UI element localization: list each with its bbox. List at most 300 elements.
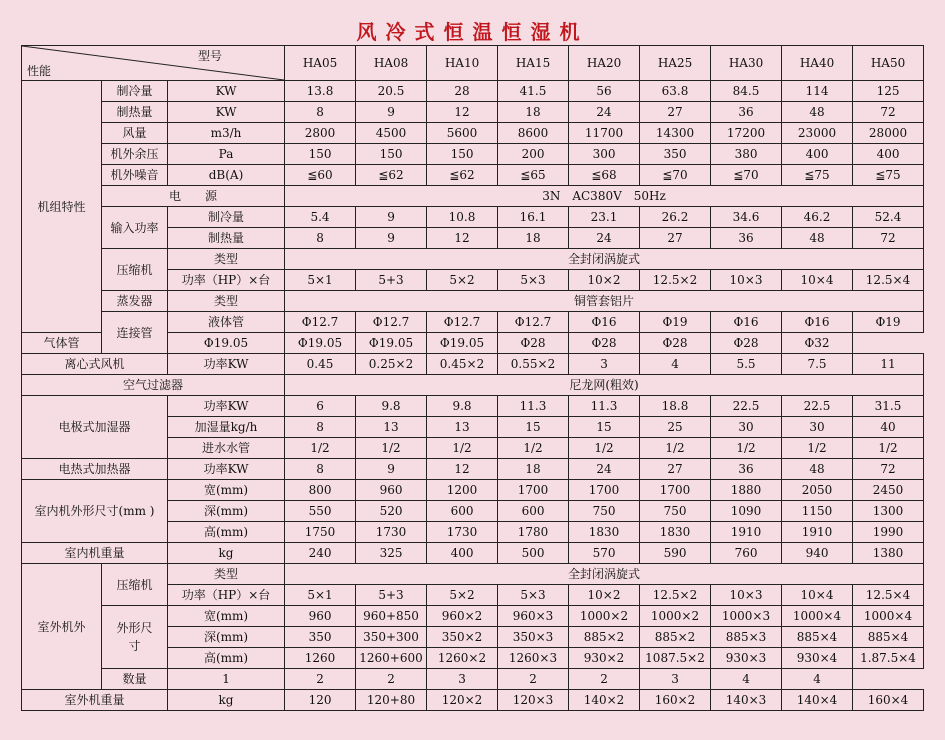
value-cell: 16.1 xyxy=(498,207,569,228)
value-cell: 5+3 xyxy=(356,270,427,291)
group-filter: 空气过滤器 xyxy=(22,375,285,396)
value-cell: 1910 xyxy=(782,522,853,543)
value-cell: 2 xyxy=(498,669,569,690)
value-cell: 1910 xyxy=(711,522,782,543)
value-cell: 1/2 xyxy=(711,438,782,459)
value-cell: Φ12.7 xyxy=(427,312,498,333)
row-label: 加湿量kg/h xyxy=(168,417,285,438)
row-label: kg xyxy=(168,690,285,711)
table-row xyxy=(22,354,924,375)
value-cell: 9 xyxy=(356,228,427,249)
value-cell: 9.8 xyxy=(427,396,498,417)
value-cell: 48 xyxy=(782,459,853,480)
model-header: HA10 xyxy=(427,46,498,81)
value-cell: 1/2 xyxy=(356,438,427,459)
value-cell: 52.4 xyxy=(853,207,924,228)
value-cell: 30 xyxy=(711,417,782,438)
value-cell: Φ19.05 xyxy=(168,333,285,354)
value-cell: 10×2 xyxy=(569,585,640,606)
value-cell: 1750 xyxy=(285,522,356,543)
value-cell: 380 xyxy=(711,144,782,165)
value-cell: 1380 xyxy=(853,543,924,564)
value-cell: 28000 xyxy=(853,123,924,144)
spanned-value-cell: 全封闭涡旋式 xyxy=(285,249,924,270)
value-cell: 11.3 xyxy=(498,396,569,417)
value-cell: 1880 xyxy=(711,480,782,501)
model-label: 型号 xyxy=(198,49,223,63)
value-cell: 48 xyxy=(782,228,853,249)
subgroup-label: 连接管 xyxy=(102,312,168,354)
value-cell: 8 xyxy=(285,102,356,123)
value-cell: 120+80 xyxy=(356,690,427,711)
value-cell: 5×1 xyxy=(285,270,356,291)
value-cell: 1700 xyxy=(640,480,711,501)
value-cell: 2 xyxy=(356,669,427,690)
value-cell: 885×2 xyxy=(640,627,711,648)
value-cell: Φ28 xyxy=(640,333,711,354)
value-cell: 18 xyxy=(498,228,569,249)
table-row xyxy=(22,249,924,270)
value-cell: 600 xyxy=(427,501,498,522)
value-cell: 5×3 xyxy=(498,585,569,606)
value-cell: 10.8 xyxy=(427,207,498,228)
table-row xyxy=(22,669,924,690)
value-cell: 2800 xyxy=(285,123,356,144)
value-cell: Φ19.05 xyxy=(285,333,356,354)
value-cell: 1000×4 xyxy=(853,606,924,627)
value-cell: 1830 xyxy=(569,522,640,543)
spanned-value-cell: 3N AC380V 50Hz xyxy=(285,186,924,207)
value-cell: 40 xyxy=(853,417,924,438)
row-label: 制热量 xyxy=(168,228,285,249)
row-label: 电 源 xyxy=(102,186,285,207)
row-label: 气体管 xyxy=(22,333,102,354)
value-cell: 15 xyxy=(569,417,640,438)
value-cell: 960 xyxy=(285,606,356,627)
performance-label: 性能 xyxy=(27,64,52,78)
value-cell: 140×2 xyxy=(569,690,640,711)
value-cell: 760 xyxy=(711,543,782,564)
value-cell: 550 xyxy=(285,501,356,522)
group-indoor-dim: 室内机外形尺寸(mm ) xyxy=(22,480,168,543)
value-cell: 10×4 xyxy=(782,270,853,291)
value-cell: Φ16 xyxy=(782,312,853,333)
value-cell: 1700 xyxy=(498,480,569,501)
value-cell: 520 xyxy=(356,501,427,522)
value-cell: 20.5 xyxy=(356,81,427,102)
table-row xyxy=(22,375,924,396)
spec-table xyxy=(21,45,924,711)
model-header: HA50 xyxy=(853,46,924,81)
value-cell: 4500 xyxy=(356,123,427,144)
group-outdoor-weight: 室外机重量 xyxy=(22,690,168,711)
row-label: 数量 xyxy=(102,669,168,690)
value-cell: ≦62 xyxy=(356,165,427,186)
value-cell: 10×2 xyxy=(569,270,640,291)
value-cell: 1000×3 xyxy=(711,606,782,627)
value-cell: 940 xyxy=(782,543,853,564)
table-row xyxy=(22,606,924,627)
table-row xyxy=(22,144,924,165)
value-cell: 27 xyxy=(640,102,711,123)
row-label: 高(mm) xyxy=(168,648,285,669)
table-row xyxy=(22,459,924,480)
spanned-value-cell: 尼龙网(粗效) xyxy=(285,375,924,396)
value-cell: 4 xyxy=(782,669,853,690)
value-cell: 150 xyxy=(285,144,356,165)
value-cell: 5.4 xyxy=(285,207,356,228)
value-cell: ≦75 xyxy=(782,165,853,186)
value-cell: 7.5 xyxy=(782,354,853,375)
value-cell: 2 xyxy=(285,669,356,690)
value-cell: 1/2 xyxy=(569,438,640,459)
value-cell: 5×2 xyxy=(427,585,498,606)
value-cell: 10×3 xyxy=(711,585,782,606)
value-cell: 27 xyxy=(640,459,711,480)
row-label: 制热量 xyxy=(102,102,168,123)
value-cell: Φ28 xyxy=(569,333,640,354)
row-label: 功率KW xyxy=(168,459,285,480)
value-cell: 1/2 xyxy=(285,438,356,459)
value-cell: 140×3 xyxy=(711,690,782,711)
row-label: 高(mm) xyxy=(168,522,285,543)
unit-label: m3/h xyxy=(168,123,285,144)
value-cell: 930×2 xyxy=(569,648,640,669)
value-cell: 0.45 xyxy=(285,354,356,375)
value-cell: 5600 xyxy=(427,123,498,144)
value-cell: Φ12.7 xyxy=(285,312,356,333)
value-cell: 350×3 xyxy=(498,627,569,648)
value-cell: 2 xyxy=(569,669,640,690)
value-cell: 3 xyxy=(427,669,498,690)
subgroup-label: 压缩机 xyxy=(102,564,168,606)
value-cell: 1200 xyxy=(427,480,498,501)
value-cell: 500 xyxy=(498,543,569,564)
value-cell: 1260×2 xyxy=(427,648,498,669)
value-cell: 1/2 xyxy=(853,438,924,459)
row-label: 液体管 xyxy=(168,312,285,333)
value-cell: 300 xyxy=(569,144,640,165)
table-row xyxy=(22,291,924,312)
value-cell: ≦70 xyxy=(711,165,782,186)
value-cell: 1730 xyxy=(356,522,427,543)
value-cell: 125 xyxy=(853,81,924,102)
value-cell: 22.5 xyxy=(711,396,782,417)
value-cell: 800 xyxy=(285,480,356,501)
value-cell: 930×4 xyxy=(782,648,853,669)
value-cell: 36 xyxy=(711,228,782,249)
value-cell: Φ19 xyxy=(640,312,711,333)
value-cell: 885×4 xyxy=(782,627,853,648)
value-cell: 1090 xyxy=(711,501,782,522)
group-outdoor: 室外机外 xyxy=(22,564,102,690)
value-cell: 12 xyxy=(427,459,498,480)
value-cell: 25 xyxy=(640,417,711,438)
value-cell: Φ28 xyxy=(498,333,569,354)
value-cell: 13.8 xyxy=(285,81,356,102)
value-cell: 23.1 xyxy=(569,207,640,228)
row-label: 宽(mm) xyxy=(168,606,285,627)
value-cell: 960×3 xyxy=(498,606,569,627)
spanned-value-cell: 铜管套铝片 xyxy=(285,291,924,312)
value-cell: 930×3 xyxy=(711,648,782,669)
value-cell: 6 xyxy=(285,396,356,417)
value-cell: 11.3 xyxy=(569,396,640,417)
model-header: HA08 xyxy=(356,46,427,81)
value-cell: 350+300 xyxy=(356,627,427,648)
header-corner xyxy=(22,46,285,81)
value-cell: 8 xyxy=(285,228,356,249)
row-label: 进水水管 xyxy=(168,438,285,459)
subgroup-label: 压缩机 xyxy=(102,249,168,291)
value-cell: 12.5×2 xyxy=(640,270,711,291)
value-cell: 9 xyxy=(356,102,427,123)
model-header: HA40 xyxy=(782,46,853,81)
value-cell: 12.5×2 xyxy=(640,585,711,606)
row-label: 制冷量 xyxy=(102,81,168,102)
value-cell: 8 xyxy=(285,417,356,438)
value-cell: ≦65 xyxy=(498,165,569,186)
value-cell: 1/2 xyxy=(427,438,498,459)
value-cell: 72 xyxy=(853,228,924,249)
value-cell: 5+3 xyxy=(356,585,427,606)
value-cell: 5×1 xyxy=(285,585,356,606)
value-cell: Φ28 xyxy=(711,333,782,354)
unit-label: dB(A) xyxy=(168,165,285,186)
value-cell: 23000 xyxy=(782,123,853,144)
value-cell: 400 xyxy=(427,543,498,564)
value-cell: ≦60 xyxy=(285,165,356,186)
value-cell: 31.5 xyxy=(853,396,924,417)
value-cell: 0.45×2 xyxy=(427,354,498,375)
value-cell: 350×2 xyxy=(427,627,498,648)
table-row xyxy=(22,690,924,711)
value-cell: 590 xyxy=(640,543,711,564)
value-cell: 46.2 xyxy=(782,207,853,228)
row-label: 深(mm) xyxy=(168,501,285,522)
value-cell: 13 xyxy=(427,417,498,438)
value-cell: 4 xyxy=(711,669,782,690)
value-cell: 400 xyxy=(782,144,853,165)
value-cell: 8600 xyxy=(498,123,569,144)
value-cell: 10×3 xyxy=(711,270,782,291)
value-cell: 5×3 xyxy=(498,270,569,291)
value-cell: 885×2 xyxy=(569,627,640,648)
table-row xyxy=(22,123,924,144)
value-cell: 1.87.5×4 xyxy=(853,648,924,669)
value-cell: 1730 xyxy=(427,522,498,543)
value-cell: 1300 xyxy=(853,501,924,522)
value-cell: 84.5 xyxy=(711,81,782,102)
value-cell: Φ16 xyxy=(569,312,640,333)
value-cell: 13 xyxy=(356,417,427,438)
value-cell: Φ19.05 xyxy=(427,333,498,354)
value-cell: 17200 xyxy=(711,123,782,144)
value-cell: 1780 xyxy=(498,522,569,543)
table-row xyxy=(22,207,924,228)
value-cell: 18.8 xyxy=(640,396,711,417)
table-row xyxy=(22,81,924,102)
value-cell: 10×4 xyxy=(782,585,853,606)
value-cell: 24 xyxy=(569,228,640,249)
value-cell: 22.5 xyxy=(782,396,853,417)
value-cell: 2050 xyxy=(782,480,853,501)
value-cell: ≦75 xyxy=(853,165,924,186)
value-cell: 750 xyxy=(569,501,640,522)
header-row xyxy=(22,46,924,81)
group-heater: 电热式加热器 xyxy=(22,459,168,480)
row-label: 类型 xyxy=(168,249,285,270)
value-cell: Φ12.7 xyxy=(356,312,427,333)
value-cell: 150 xyxy=(356,144,427,165)
row-label: 宽(mm) xyxy=(168,480,285,501)
row-label: 深(mm) xyxy=(168,627,285,648)
value-cell: 600 xyxy=(498,501,569,522)
value-cell: 1/2 xyxy=(640,438,711,459)
value-cell: 0.25×2 xyxy=(356,354,427,375)
value-cell: 14300 xyxy=(640,123,711,144)
page-title: 风冷式恒温恒湿机 xyxy=(356,20,589,44)
value-cell: 150 xyxy=(427,144,498,165)
model-header: HA30 xyxy=(711,46,782,81)
value-cell: 18 xyxy=(498,102,569,123)
value-cell: 9 xyxy=(356,207,427,228)
unit-label: KW xyxy=(168,102,285,123)
value-cell: 1260 xyxy=(285,648,356,669)
row-label: 功率KW xyxy=(168,354,285,375)
row-label: 功率（HP）×台 xyxy=(168,585,285,606)
value-cell: ≦62 xyxy=(427,165,498,186)
value-cell: 72 xyxy=(853,459,924,480)
value-cell: 885×4 xyxy=(853,627,924,648)
table-row xyxy=(22,186,924,207)
table-row xyxy=(22,564,924,585)
row-label: kg xyxy=(168,543,285,564)
subgroup-label: 蒸发器 xyxy=(102,291,168,312)
value-cell: 885×3 xyxy=(711,627,782,648)
value-cell: Φ19.05 xyxy=(356,333,427,354)
subgroup-label: 输入功率 xyxy=(102,207,168,249)
value-cell: 1260×3 xyxy=(498,648,569,669)
value-cell: 0.55×2 xyxy=(498,354,569,375)
value-cell: 1/2 xyxy=(498,438,569,459)
value-cell: 120 xyxy=(285,690,356,711)
value-cell: 9.8 xyxy=(356,396,427,417)
value-cell: Φ19 xyxy=(853,312,924,333)
value-cell: 56 xyxy=(569,81,640,102)
value-cell: 27 xyxy=(640,228,711,249)
unit-label: KW xyxy=(168,81,285,102)
model-header: HA15 xyxy=(498,46,569,81)
value-cell: Φ32 xyxy=(782,333,853,354)
row-label: 制冷量 xyxy=(168,207,285,228)
value-cell: 72 xyxy=(853,102,924,123)
value-cell: 4 xyxy=(640,354,711,375)
value-cell: 11700 xyxy=(569,123,640,144)
row-label: 类型 xyxy=(168,564,285,585)
value-cell: 12 xyxy=(427,102,498,123)
value-cell: Φ16 xyxy=(711,312,782,333)
value-cell: 960 xyxy=(356,480,427,501)
value-cell: 960×2 xyxy=(427,606,498,627)
value-cell: 570 xyxy=(569,543,640,564)
model-header: HA20 xyxy=(569,46,640,81)
diagonal-line xyxy=(22,46,284,80)
value-cell: 325 xyxy=(356,543,427,564)
table-row xyxy=(22,312,924,333)
value-cell: 3 xyxy=(569,354,640,375)
spanned-value-cell: 全封闭涡旋式 xyxy=(285,564,924,585)
group-unit: 机组特性 xyxy=(22,81,102,333)
value-cell: 1990 xyxy=(853,522,924,543)
value-cell: 9 xyxy=(356,459,427,480)
value-cell: 26.2 xyxy=(640,207,711,228)
model-header: HA25 xyxy=(640,46,711,81)
row-label: 机外余压 xyxy=(102,144,168,165)
value-cell: 240 xyxy=(285,543,356,564)
value-cell: 1700 xyxy=(569,480,640,501)
value-cell: 2450 xyxy=(853,480,924,501)
value-cell: 120×3 xyxy=(498,690,569,711)
value-cell: 5.5 xyxy=(711,354,782,375)
value-cell: 114 xyxy=(782,81,853,102)
value-cell: 1000×4 xyxy=(782,606,853,627)
group-indoor-weight: 室内机重量 xyxy=(22,543,168,564)
table-row xyxy=(22,480,924,501)
value-cell: 1260+600 xyxy=(356,648,427,669)
value-cell: 12.5×4 xyxy=(853,270,924,291)
value-cell: 3 xyxy=(640,669,711,690)
value-cell: 12.5×4 xyxy=(853,585,924,606)
value-cell: 34.6 xyxy=(711,207,782,228)
value-cell: 36 xyxy=(711,102,782,123)
table-row xyxy=(22,396,924,417)
row-label: 类型 xyxy=(168,291,285,312)
value-cell: 1 xyxy=(168,669,285,690)
group-fan: 离心式风机 xyxy=(22,354,168,375)
value-cell: 36 xyxy=(711,459,782,480)
value-cell: ≦68 xyxy=(569,165,640,186)
value-cell: 41.5 xyxy=(498,81,569,102)
table-row xyxy=(22,543,924,564)
value-cell: 24 xyxy=(569,459,640,480)
value-cell: 400 xyxy=(853,144,924,165)
value-cell: 28 xyxy=(427,81,498,102)
value-cell: 1/2 xyxy=(782,438,853,459)
value-cell: 11 xyxy=(853,354,924,375)
value-cell: 1150 xyxy=(782,501,853,522)
value-cell: 750 xyxy=(640,501,711,522)
value-cell: 140×4 xyxy=(782,690,853,711)
table-row xyxy=(22,165,924,186)
row-label: 功率（HP）×台 xyxy=(168,270,285,291)
value-cell: 1000×2 xyxy=(569,606,640,627)
table-row xyxy=(22,102,924,123)
value-cell: 30 xyxy=(782,417,853,438)
value-cell: ≦70 xyxy=(640,165,711,186)
value-cell: 18 xyxy=(498,459,569,480)
value-cell: 350 xyxy=(640,144,711,165)
value-cell: 960+850 xyxy=(356,606,427,627)
value-cell: 63.8 xyxy=(640,81,711,102)
value-cell: 350 xyxy=(285,627,356,648)
value-cell: 48 xyxy=(782,102,853,123)
value-cell: 200 xyxy=(498,144,569,165)
value-cell: Φ12.7 xyxy=(498,312,569,333)
value-cell: 120×2 xyxy=(427,690,498,711)
value-cell: 24 xyxy=(569,102,640,123)
value-cell: 8 xyxy=(285,459,356,480)
